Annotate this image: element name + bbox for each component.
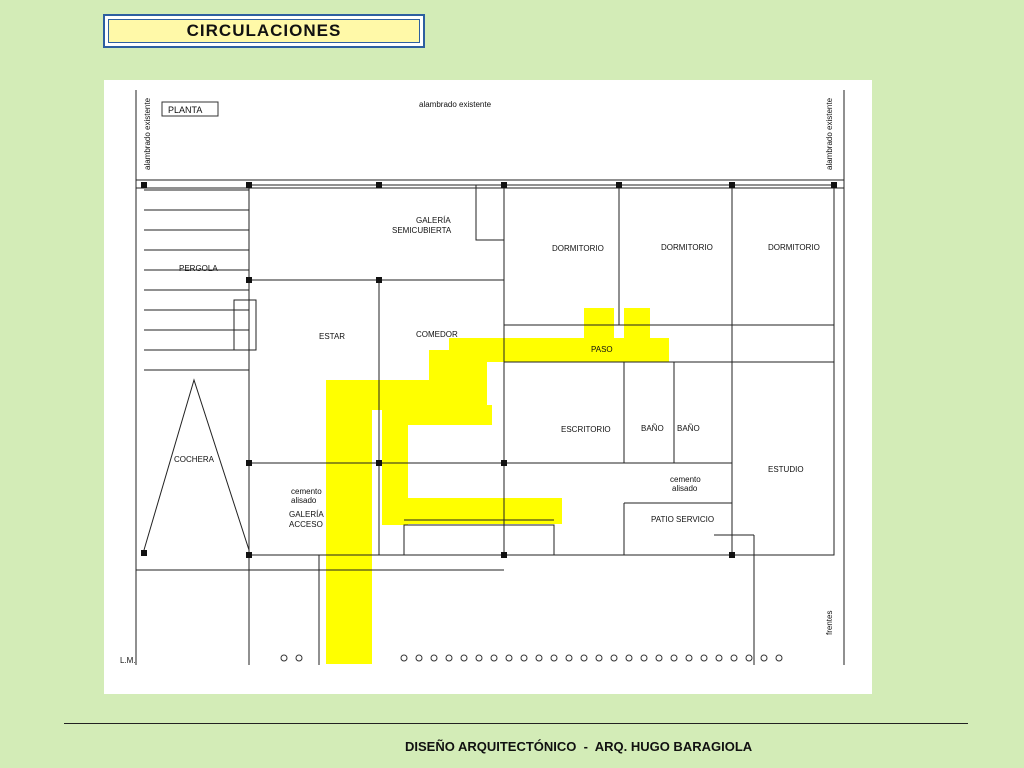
room-cemento-2a: cemento [670, 475, 701, 484]
room-patio-servicio: PATIO SERVICIO [651, 515, 715, 524]
slide-title: CIRCULACIONES [108, 19, 420, 43]
walls [136, 90, 844, 665]
room-cemento-2b: alisado [672, 484, 698, 493]
room-pergola: PERGOLA [179, 264, 218, 273]
plan-label: PLANTA [168, 105, 203, 115]
room-cemento-1b: alisado [291, 496, 317, 505]
room-galeria-semicubierta-1: GALERÍA [416, 216, 451, 225]
room-galeria-acceso-2: ACCESO [289, 520, 323, 529]
room-dormitorio-1: DORMITORIO [552, 244, 604, 253]
fence-label-right: alambrado existente [825, 97, 834, 170]
slide-title-box [103, 14, 425, 48]
room-bano-1: BAÑO [641, 424, 664, 433]
room-galeria-acceso-1: GALERÍA [289, 510, 324, 519]
footer-credit: DISEÑO ARQUITECTÓNICO - ARQ. HUGO BARAGIOLA [405, 739, 753, 754]
room-cemento-1a: cemento [291, 487, 322, 496]
room-dormitorio-2: DORMITORIO [661, 243, 713, 252]
room-galeria-semicubierta-2: SEMICUBIERTA [392, 226, 452, 235]
lm-label: L.M. [120, 656, 136, 665]
room-dormitorio-3: DORMITORIO [768, 243, 820, 252]
room-estar: ESTAR [319, 332, 346, 341]
fence-label-left: alambrado existente [143, 97, 152, 170]
room-escritorio: ESCRITORIO [561, 425, 611, 434]
fence-label-top: alambrado existente [419, 100, 492, 109]
room-paso: PASO [591, 345, 613, 354]
room-estudio: ESTUDIO [768, 465, 804, 474]
frentes-label: frentes [825, 610, 834, 635]
room-comedor: COMEDOR [416, 330, 458, 339]
floor-plan [104, 80, 872, 694]
footer-divider [64, 723, 968, 724]
floor-plan-drawing [104, 80, 872, 694]
room-bano-2: BAÑO [677, 424, 700, 433]
room-cochera: COCHERA [174, 455, 215, 464]
circulation-path [326, 308, 669, 664]
